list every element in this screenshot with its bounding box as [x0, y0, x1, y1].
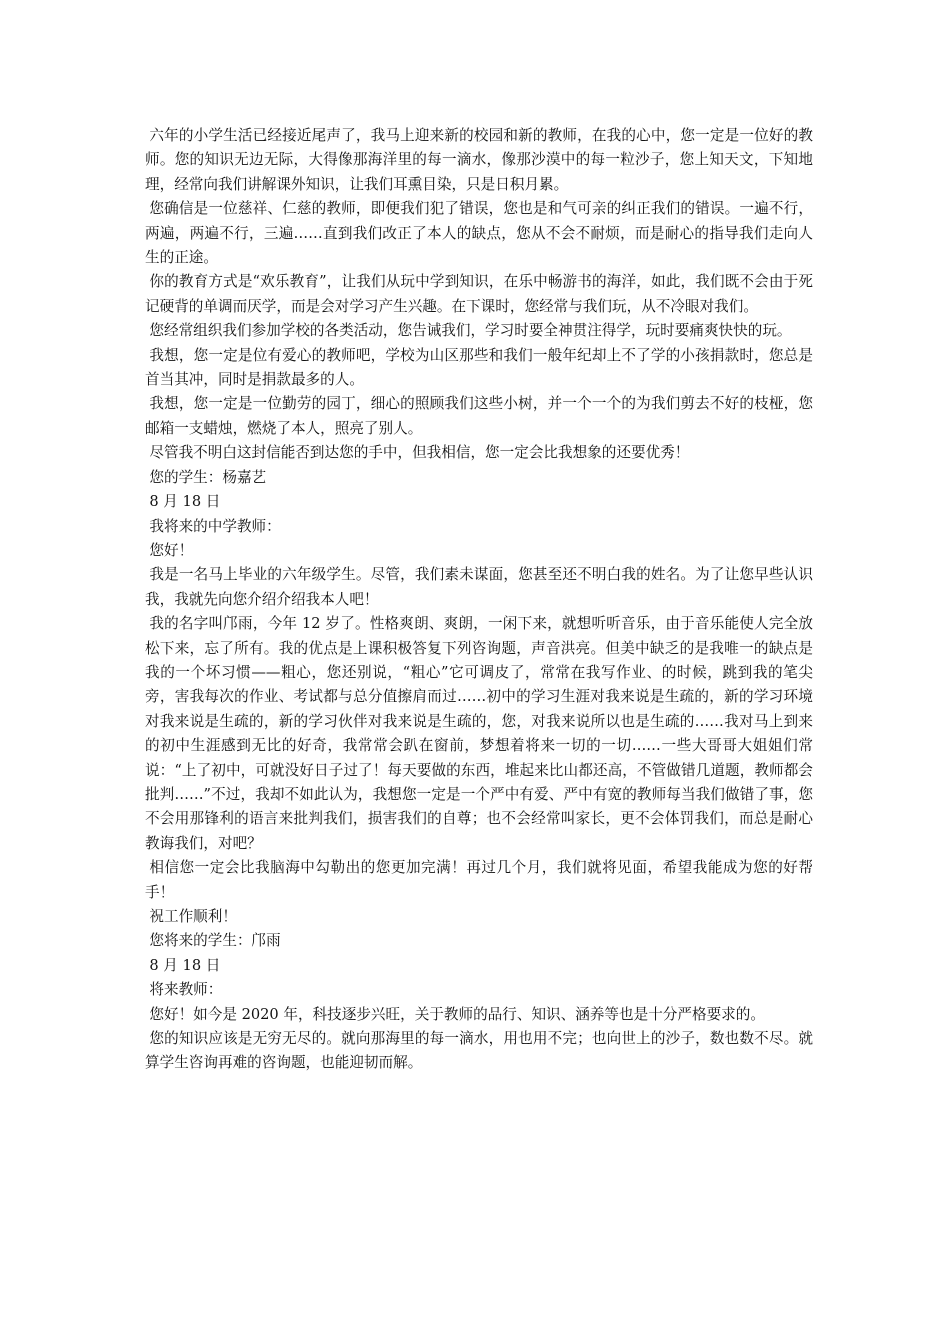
paragraph-3: 你的教育方式是“欢乐教育”，让我们从玩中学到知识，在乐中畅游书的海洋，如此，我们既不会由于死记硬背的单调而厌学，而是会对学习产生兴趣。在下课时，您经常与我们玩，从不冷眼对我们。: [145, 273, 813, 315]
signature-2: 您将来的学生：邝雨: [149, 932, 281, 950]
paragraph-12: 您的知识应该是无穷无尽的。就向那海里的每一滴水，用也用不完；也向世上的沙子，数也数不尽。就算学生咨询再难的咨询题，也能迎韧而解。: [145, 1030, 813, 1072]
signature-1: 您的学生：杨嘉艺: [149, 468, 267, 486]
closing-2: 祝工作顺利！: [149, 908, 237, 925]
salutation-3: 将来教师：: [149, 981, 223, 999]
paragraph-6: 我想，您一定是一位勤劳的园丁，细心的照顾我们这些小树，并一个一个的为我们剪去不好的枝桠，您邮箱一支蜡烛，燃烧了本人，照亮了别人。: [145, 395, 813, 437]
paragraph-10: 相信您一定会比我脑海中勾勒出的您更加完满！再过几个月，我们就将见面，希望我能成为您的好帮手！: [145, 859, 813, 901]
paragraph-1: 六年的小学生活已经接近尾声了，我马上迎来新的校园和新的教师，在我的心中，您一定是一位好的教师。您的知识无边无际，大得像那海洋里的每一滴水，像那沙漠中的每一粒沙子，您上知天文，下知地理，经常向我们讲解课外知识，让我们耳熏目染，只是日积月累。: [145, 127, 813, 193]
paragraph-4: 您经常组织我们参加学校的各类活动，您告诫我们，学习时要全神贯注得学，玩时要痛爽快快的玩。: [149, 322, 792, 340]
paragraph-9: 我的名字叫邝雨，今年 12 岁了。性格爽朗、爽朗，一闲下来，就想听听音乐，由于音乐能使人完全放松下来，忘了所有。我的优点是上课积极答复下列咨询题，声音洪亮。但美中缺乏的是我唯一的缺点是我的一个坏习惯——粗心，您还别说，“粗心”它可调皮了，常常在我写作业、的时候，跳到我的笔尖旁，害我每次的作业、考试都与总分值擦肩而过……初中的学习生涯对我来说是生疏的，新的学习环境对我来说是生疏的，新的学习伙伴对我来说是生疏的，您，对我来说所以也是生疏的……我对马上到来的初中生涯感到无比的好奇，我常常会趴在窗前，梦想着将来一切的一切……一些大哥哥大姐姐们常说：“上了初中，可就没好日子过了！每天要做的东西，堆起来比山都还高，不管做错几道题，教师都会批判……”不过，我却不如此认为，我想您一定是一个严中有爱、严中有宽的教师每当我们做错了事，您不会用那锋利的语言来批判我们，损害我们的自尊；也不会经常叫家长，更不会体罚我们，而总是耐心教诲我们，对吧？: [145, 615, 813, 852]
paragraph-11: 您好！如今是 2020 年，科技逐步兴旺，关于教师的品行、知识、涵养等也是十分严格要求的。: [149, 1005, 765, 1023]
salutation-2: 我将来的中学教师：: [149, 517, 281, 535]
date-2: 8 月 18 日: [149, 956, 221, 974]
document-page: [145, 124, 813, 1076]
greeting-2: 您好！: [149, 541, 194, 559]
paragraph-8: 我是一名马上毕业的六年级学生。尽管，我们素未谋面，您甚至还不明白我的姓名。为了让您早些认识我，我就先向您介绍介绍我本人吧！: [145, 566, 813, 608]
paragraph-7: 尽管我不明白这封信能否到达您的手中，但我相信，您一定会比我想象的还要优秀！: [149, 444, 690, 462]
paragraph-5: 我想，您一定是位有爱心的教师吧，学校为山区那些和我们一般年纪却上不了学的小孩捐款时，您总是首当其冲，同时是捐款最多的人。: [145, 346, 813, 389]
paragraph-2: 您确信是一位慈祥、仁慈的教师，即便我们犯了错误，您也是和气可亲的纠正我们的错误。一遍不行，两遍，两遍不行，三遍……直到我们改正了本人的缺点，您从不会不耐烦，而是耐心的指导我们走向人生的正途。: [145, 200, 813, 267]
date-1: 8 月 18 日: [149, 493, 221, 511]
